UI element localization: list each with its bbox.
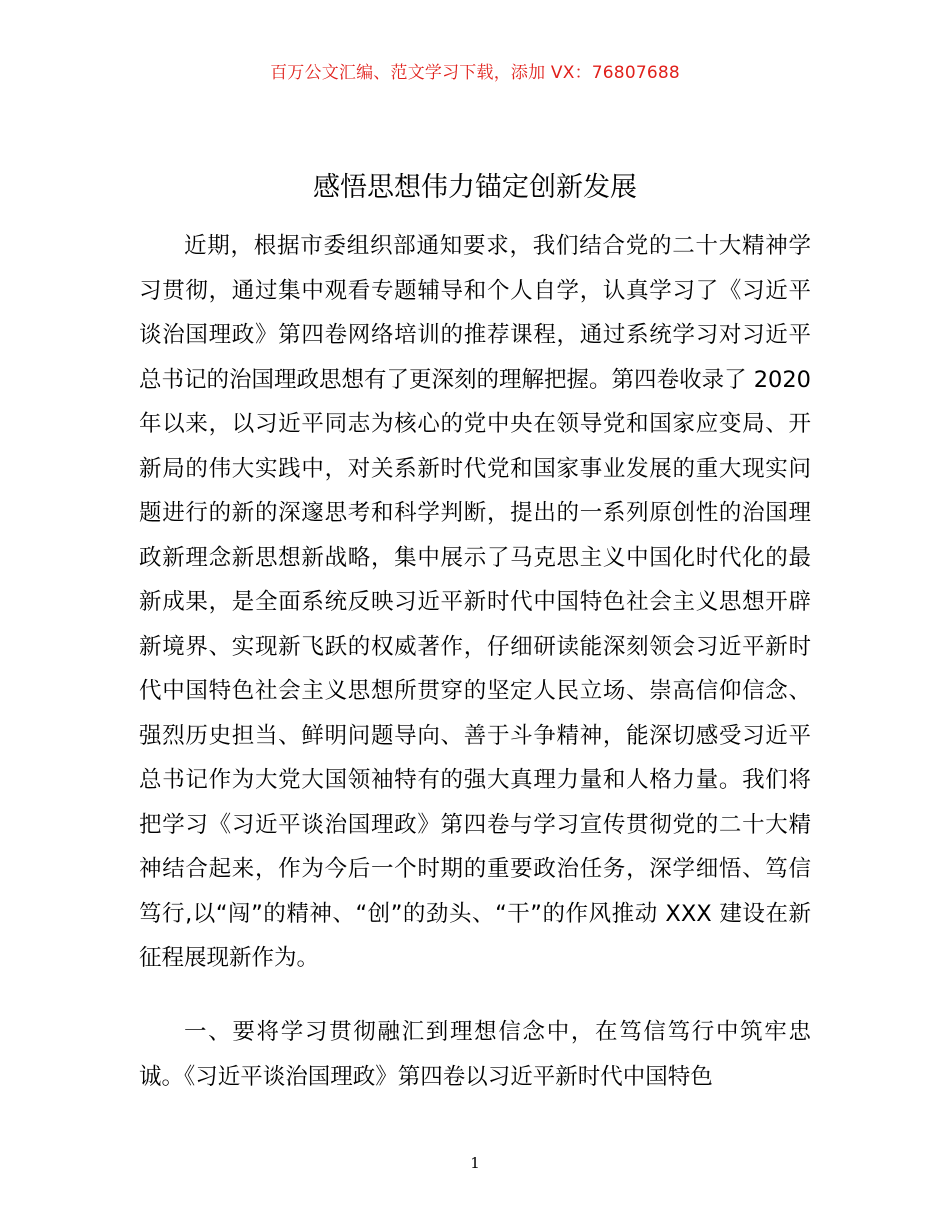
document-title: 感悟思想伟力锚定创新发展: [313, 172, 637, 203]
page-number: 1: [470, 1154, 480, 1172]
watermark-header: 百万公文汇编、范文学习下载，添加 VX：76807688: [270, 63, 680, 83]
body-paragraph: 一、要将学习贯彻融汇到理想信念中，在笃信笃行中筑牢忠诚。《习近平谈治国理政》第四卷以习近平新时代中国特色: [139, 1019, 811, 1090]
body-paragraph: 近期，根据市委组织部通知要求，我们结合党的二十大精神学习贯彻，通过集中观看专题辅导和个人自学，认真学习了《习近平谈治国理政》第四卷网络培训的推荐课程，通过系统学习对习近平总书记的治国理政思想有了更深刻的理解把握。第四卷收录了 2020 年以来，以习近平同志为核心的党中央在领导党和国家应变局、开新局的伟大实践中，对关系新时代党和国家事业发展的重大现实问题进行的新的深邃思考和科学判断，提出的一系列原创性的治国理政新理念新思想新战略，集中展示了马克思主义中国化时代化的最新成果，是全面系统反映习近平新时代中国特色社会主义思想开辟新境界、实现新飞跃的权威著作，仔细研读能深刻领会习近平新时代中国特色社会主义思想所贯穿的坚定人民立场、崇高信仰信念、强烈历史担当、鲜明问题导向、善于斗争精神，能深切感受习近平总书记作为大党大国领袖特有的强大真理力量和人格力量。我们将把学习《习近平谈治国理政》第四卷与学习宣传贯彻党的二十大精神结合起来，作为今后一个时期的重要政治任务，深学细悟、笃信笃行,以“闯”的精神、“创”的劲头、“干”的作风推动 XXX 建设在新征程展现新作为。: [139, 233, 811, 971]
